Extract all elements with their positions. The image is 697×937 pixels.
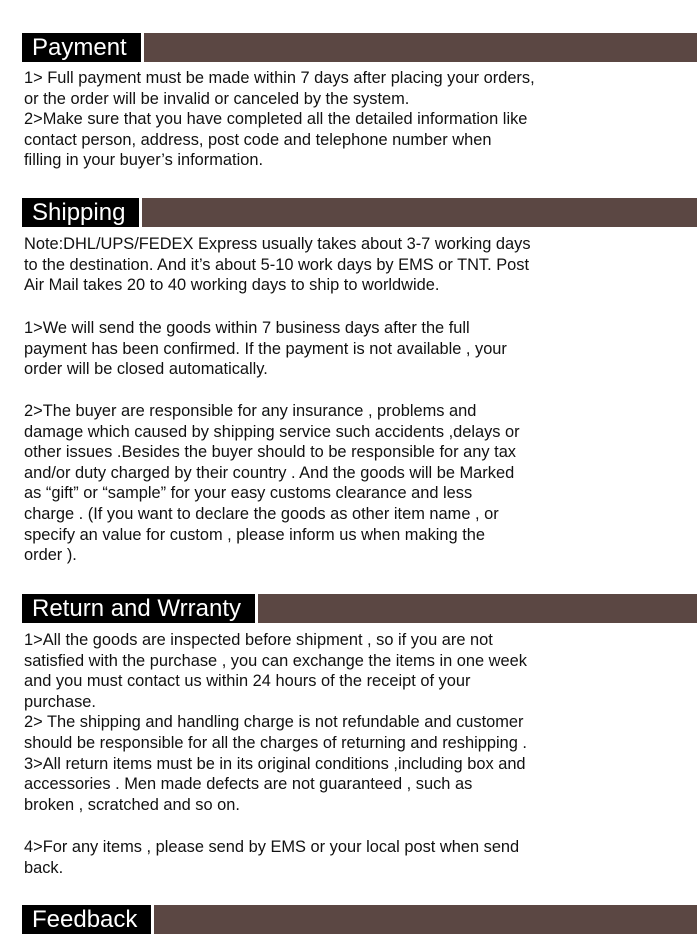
return-line: should be responsible for all the charges of returning and reshipping . <box>24 733 527 752</box>
return-line: broken , scratched and so on. <box>24 795 240 814</box>
shipping-item-2-line: order ). <box>24 546 77 565</box>
return-line: satisfied with the purchase , you can exchange the items in one week <box>24 651 527 670</box>
return-item-4-line: 4>For any items , please send by EMS or your local post when send <box>24 838 520 856</box>
return-banner <box>22 594 697 623</box>
shipping-item-2-line: 2>The buyer are responsible for any insurance , problems and <box>24 402 477 420</box>
return-line: accessories . Men made defects are not guaranteed , such as <box>24 775 473 794</box>
shipping-item-2-line: as “gift” or “sample” for your easy customs clearance and less <box>24 484 473 503</box>
return-item-4 <box>24 837 689 878</box>
shipping-item-2-line: other issues .Besides the buyer should to be responsible for any tax <box>24 443 517 462</box>
payment-line: filling in your buyer’s information. <box>24 151 263 170</box>
shipping-heading: Shipping <box>22 198 142 227</box>
shipping-note-line: Air Mail takes 20 to 40 working days to ship to worldwide. <box>24 276 440 295</box>
return-line: purchase. <box>24 692 96 711</box>
shipping-item-1 <box>24 318 689 380</box>
shipping-note-line: Note:DHL/UPS/FEDEX Express usually takes about 3-7 working days <box>24 235 531 253</box>
return-line: 2> The shipping and handling charge is not refundable and customer <box>24 713 524 732</box>
payment-banner <box>22 33 697 62</box>
shipping-item-2 <box>24 401 689 566</box>
payment-heading: Payment <box>22 33 144 62</box>
shipping-banner <box>22 198 697 227</box>
return-line: 3>All return items must be in its original conditions ,including box and <box>24 754 526 773</box>
payment-text <box>24 68 689 171</box>
shipping-note <box>24 234 689 296</box>
return-line: and you must contact us within 24 hours of the receipt of your <box>24 672 471 691</box>
feedback-banner <box>22 905 697 934</box>
shipping-item-2-line: specify an value for custom , please inform us when making the <box>24 525 485 544</box>
shipping-item-1-line: order will be closed automatically. <box>24 360 268 379</box>
return-heading: Return and Wrranty <box>22 594 258 623</box>
return-line: 1>All the goods are inspected before shipment , so if you are not <box>24 631 493 649</box>
shipping-item-1-line: payment has been confirmed. If the payment is not available , your <box>24 339 507 358</box>
feedback-heading: Feedback <box>22 905 154 934</box>
return-item-4-line: back. <box>24 858 64 877</box>
shipping-note-line: to the destination. And it’s about 5-10 work days by EMS or TNT. Post <box>24 255 530 274</box>
shipping-item-2-line: and/or duty charged by their country . And the goods will be Marked <box>24 463 515 482</box>
payment-line: 2>Make sure that you have completed all the detailed information like <box>24 110 528 129</box>
shipping-item-2-line: charge . (If you want to declare the goods as other item name , or <box>24 504 499 523</box>
shipping-item-1-line: 1>We will send the goods within 7 business days after the full <box>24 319 470 337</box>
payment-line: or the order will be invalid or canceled by the system. <box>24 89 410 108</box>
payment-line: 1> Full payment must be made within 7 days after placing your orders, <box>24 69 535 87</box>
shipping-item-2-line: damage which caused by shipping service such accidents ,delays or <box>24 422 520 441</box>
payment-line: contact person, address, post code and telephone number when <box>24 130 492 149</box>
return-text <box>24 630 689 815</box>
